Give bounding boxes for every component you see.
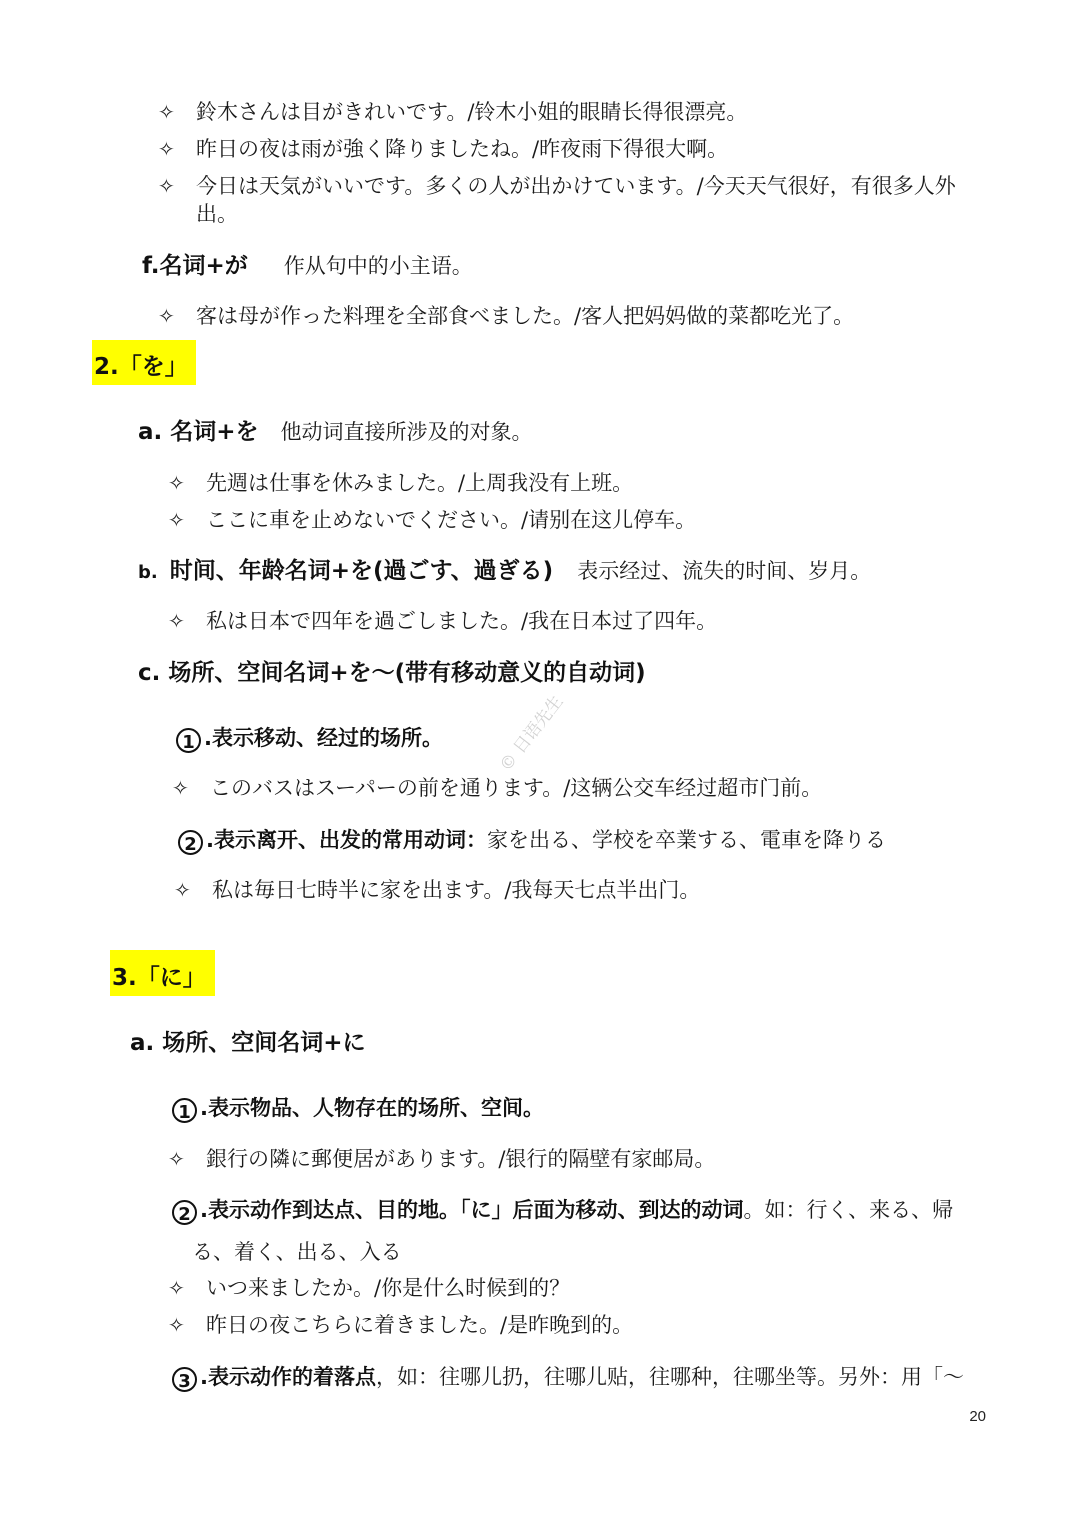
point-1: 1 .表示移动、经过的场所。 xyxy=(176,724,443,753)
example-line: ✧ 今日は天気がいいです。多くの人が出かけています。/今天天气很好，有很多人外 xyxy=(158,174,956,198)
star-bullet-icon: ✧ xyxy=(168,1276,185,1300)
star-bullet-icon: ✧ xyxy=(172,776,189,800)
example-line: ✧ ここに車を止めないでください。/请别在这儿停车。 xyxy=(168,508,697,532)
star-bullet-icon: ✧ xyxy=(168,609,185,633)
circled-number: 2 xyxy=(172,1200,197,1225)
point-2: 2 .表示动作到达点、目的地。「に」后面为移动、到达的动词。如：行く、来る、帰 xyxy=(172,1196,953,1225)
subheading-a3: a. 场所、空间名词+に xyxy=(130,1030,366,1056)
example-line: ✧ 客は母が作った料理を全部食べました。/客人把妈妈做的菜都吃光了。 xyxy=(158,304,855,328)
circled-number: 2 xyxy=(178,830,203,855)
subheading-f: f.名词+が 作从句中的小主语。 xyxy=(142,253,473,279)
example-line: ✧ 昨日の夜は雨が強く降りましたね。/昨夜雨下得很大啊。 xyxy=(158,137,729,161)
example-line: ✧ いつ来ましたか。/你是什么时候到的？ xyxy=(168,1276,571,1300)
circled-number: 1 xyxy=(176,728,201,753)
example-line-continuation: 出。 xyxy=(196,202,238,226)
section-heading-wo: 2.「を」 xyxy=(94,354,188,380)
watermark: © 日语先生 xyxy=(495,691,568,776)
star-bullet-icon: ✧ xyxy=(174,878,191,902)
point-2-continuation: る、着く、出る、入る xyxy=(192,1240,402,1264)
example-line: ✧ 私は日本で四年を過ごしました。/我在日本过了四年。 xyxy=(168,609,718,633)
example-line: ✧ 私は毎日七時半に家を出ます。/我每天七点半出门。 xyxy=(174,878,701,902)
point-2: 2 .表示离开、出发的常用动词：家を出る、学校を卒業する、電車を降りる xyxy=(178,826,886,855)
point-1: 1 .表示物品、人物存在的场所、空间。 xyxy=(172,1094,544,1123)
section-heading-ni: 3.「に」 xyxy=(112,965,206,991)
star-bullet-icon: ✧ xyxy=(158,100,175,124)
subheading-b: b. 时间、年龄名词+を(過ごす、過ぎる) 表示经过、流失的时间、岁月。 xyxy=(138,558,872,584)
star-bullet-icon: ✧ xyxy=(168,1147,185,1171)
example-line: ✧ 銀行の隣に郵便居があります。/银行的隔壁有家邮局。 xyxy=(168,1147,716,1171)
star-bullet-icon: ✧ xyxy=(168,471,185,495)
star-bullet-icon: ✧ xyxy=(158,174,175,198)
point-3: 3 .表示动作的着落点，如：往哪儿扔，往哪儿贴，往哪种，往哪坐等。另外：用「～ xyxy=(172,1363,964,1392)
circled-number: 3 xyxy=(172,1367,197,1392)
page-number: 20 xyxy=(969,1408,986,1425)
star-bullet-icon: ✧ xyxy=(158,137,175,161)
star-bullet-icon: ✧ xyxy=(158,304,175,328)
example-line: ✧ 先週は仕事を休みました。/上周我没有上班。 xyxy=(168,471,634,495)
example-line: ✧ 鈴木さんは目がきれいです。/铃木小姐的眼睛长得很漂亮。 xyxy=(158,100,748,124)
star-bullet-icon: ✧ xyxy=(168,1313,185,1337)
example-line: ✧ このバスはスーパーの前を通ります。/这辆公交车经过超市门前。 xyxy=(172,776,823,800)
star-bullet-icon: ✧ xyxy=(168,508,185,532)
subheading-c: c. 场所、空间名词+を～(带有移动意义的自动词) xyxy=(138,660,646,686)
circled-number: 1 xyxy=(172,1098,197,1123)
example-line: ✧ 昨日の夜こちらに着きました。/是昨晚到的。 xyxy=(168,1313,634,1337)
subheading-a: a. 名词+を 他动词直接所涉及的对象。 xyxy=(138,419,533,445)
